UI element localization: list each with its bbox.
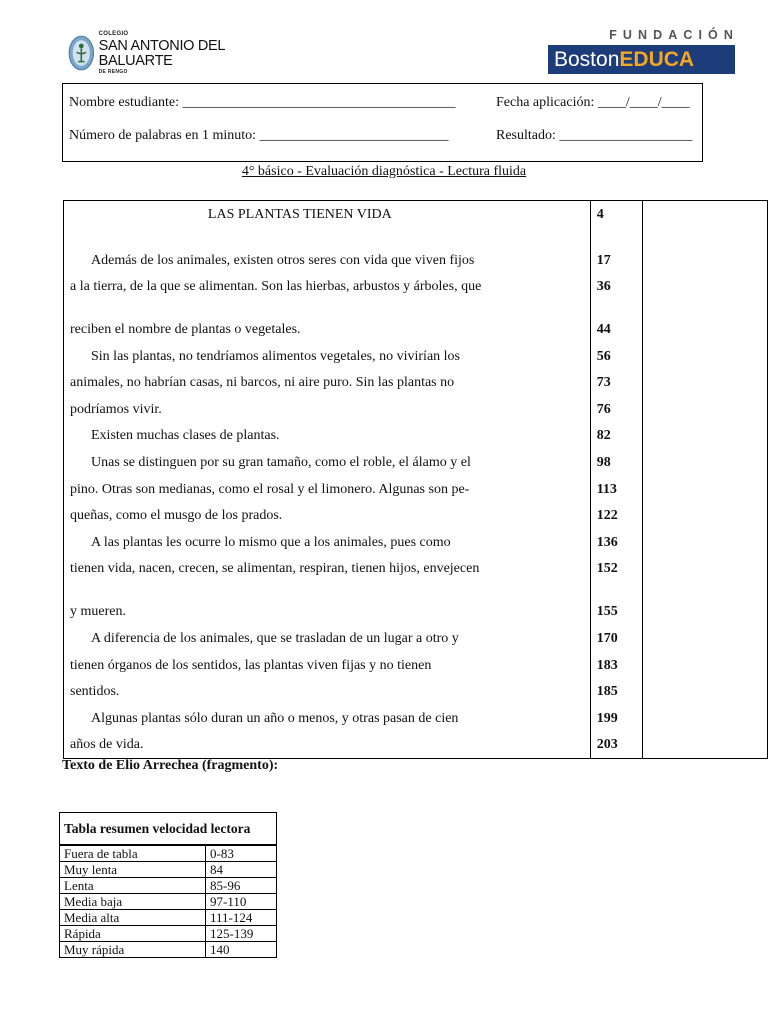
summary-label: Muy rápida (60, 942, 206, 958)
empty-cell (643, 502, 768, 529)
reading-line-count: 136 (590, 529, 643, 556)
reading-line-row (64, 316, 768, 343)
reading-line-row (64, 731, 768, 758)
reading-line-text: pino. Otras son medianas, como el rosal y el limonero. Algunas son pe- (64, 476, 591, 503)
empty-cell (643, 201, 768, 247)
summary-label: Muy lenta (60, 862, 206, 878)
reading-line-row (64, 476, 768, 503)
foundation-label: FUNDACIÓN (609, 28, 739, 42)
summary-value: 0-83 (206, 845, 277, 862)
reading-line-text: A las plantas les ocurre lo mismo que a los animales, pues como (64, 529, 591, 556)
brand-educa: EDUCA (619, 47, 695, 71)
reading-line-row (64, 652, 768, 679)
reading-line-text: Unas se distinguen por su gran tamaño, como el roble, el álamo y el (64, 449, 591, 476)
reading-line-count: 36 (590, 273, 643, 316)
reading-line-count: 122 (590, 502, 643, 529)
reading-line-text: A diferencia de los animales, que se trasladan de un lugar a otro y (64, 625, 591, 652)
reading-line-text: sentidos. (64, 678, 591, 705)
reading-line-text: animales, no habrían casas, ni barcos, ni aire puro. Sin las plantas no (64, 369, 591, 396)
reading-title: LAS PLANTAS TIENEN VIDA (64, 201, 591, 247)
empty-cell (643, 652, 768, 679)
summary-label: Media alta (60, 910, 206, 926)
reading-line-row (64, 555, 768, 598)
reading-line-count: 199 (590, 705, 643, 732)
brand-box (548, 45, 735, 74)
reading-line-count: 82 (590, 422, 643, 449)
summary-row (60, 862, 277, 878)
school-label-small: COLEGIO (98, 31, 129, 37)
empty-cell (643, 555, 768, 598)
summary-row (60, 910, 277, 926)
summary-label: Lenta (60, 878, 206, 894)
empty-cell (643, 422, 768, 449)
empty-cell (643, 476, 768, 503)
reading-line-count: 203 (590, 731, 643, 758)
reading-line-text: queñas, como el musgo de los prados. (64, 502, 591, 529)
reading-line-row (64, 449, 768, 476)
reading-line-text: años de vida. (64, 731, 591, 758)
reading-line-count: 155 (590, 598, 643, 625)
empty-cell (643, 343, 768, 370)
reading-title-count: 4 (590, 201, 643, 247)
reading-line-count: 98 (590, 449, 643, 476)
reading-line-text: Existen muchas clases de plantas. (64, 422, 591, 449)
summary-row (60, 845, 277, 862)
summary-value: 85-96 (206, 878, 277, 894)
date-field[interactable]: Fecha aplicación: ____/____/____ (496, 95, 690, 110)
summary-value: 97-110 (206, 894, 277, 910)
student-info-box (62, 83, 703, 162)
empty-cell (643, 369, 768, 396)
reading-line-text: reciben el nombre de plantas o vegetales. (64, 316, 591, 343)
school-seal-icon (68, 30, 95, 76)
reading-line-row (64, 705, 768, 732)
summary-row (60, 942, 277, 958)
reading-line-count: 170 (590, 625, 643, 652)
summary-row (60, 926, 277, 942)
reading-line-row (64, 273, 768, 316)
reading-title-row (64, 201, 768, 247)
empty-cell (643, 273, 768, 316)
reading-table (63, 200, 768, 759)
reading-line-text: Además de los animales, existen otros seres con vida que viven fijos (64, 247, 591, 274)
student-name-field[interactable]: Nombre estudiante: _______________________________________ (69, 95, 456, 110)
reading-line-text: podríamos vivir. (64, 396, 591, 423)
summary-value: 84 (206, 862, 277, 878)
summary-title: Tabla resumen velocidad lectora (60, 813, 277, 846)
reading-line-row (64, 369, 768, 396)
empty-cell (643, 529, 768, 556)
reading-line-text: a la tierra, de la que se alimentan. Son las hierbas, arbustos y árboles, que (64, 273, 591, 316)
summary-row (60, 894, 277, 910)
reading-line-row (64, 625, 768, 652)
empty-cell (643, 625, 768, 652)
document-subtitle: 4° básico - Evaluación diagnóstica - Lectura fluida (241, 164, 527, 179)
foundation-logo (548, 28, 739, 74)
empty-cell (643, 678, 768, 705)
empty-cell (643, 449, 768, 476)
reading-line-count: 44 (590, 316, 643, 343)
reading-line-count: 113 (590, 476, 643, 503)
empty-cell (643, 731, 768, 758)
reading-line-count: 73 (590, 369, 643, 396)
reading-line-row (64, 502, 768, 529)
empty-cell (643, 598, 768, 625)
reading-line-row (64, 678, 768, 705)
reading-line-text: tienen vida, nacen, crecen, se alimentan, respiran, tienen hijos, envejecen (64, 555, 591, 598)
reading-line-text: tienen órganos de los sentidos, las plantas viven fijas y no tienen (64, 652, 591, 679)
school-logo (68, 28, 258, 78)
summary-value: 125-139 (206, 926, 277, 942)
reading-line-count: 76 (590, 396, 643, 423)
summary-label: Media baja (60, 894, 206, 910)
summary-label: Fuera de tabla (60, 845, 206, 862)
reading-line-count: 152 (590, 555, 643, 598)
school-city: DE RENGO (98, 69, 128, 75)
reading-line-count: 56 (590, 343, 643, 370)
reading-line-count: 185 (590, 678, 643, 705)
reading-line-text: Algunas plantas sólo duran un año o menos, y otras pasan de cien (64, 705, 591, 732)
school-name: SAN ANTONIO DEL BALUARTE (98, 38, 225, 69)
reading-line-row (64, 396, 768, 423)
summary-value: 111-124 (206, 910, 277, 926)
summary-row (60, 878, 277, 894)
reading-line-row (64, 343, 768, 370)
reading-line-row (64, 422, 768, 449)
reading-line-row (64, 247, 768, 274)
summary-label: Rápida (60, 926, 206, 942)
result-field[interactable]: Resultado: ___________________ (496, 128, 693, 143)
empty-cell (643, 396, 768, 423)
empty-cell (643, 705, 768, 732)
reading-line-row (64, 529, 768, 556)
summary-table (59, 812, 277, 958)
brand-boston: Boston (554, 47, 620, 71)
reading-line-text: Sin las plantas, no tendríamos alimentos vegetales, no vivirían los (64, 343, 591, 370)
text-credit: Texto de Elio Arrechea (fragmento): (62, 758, 279, 773)
empty-cell (643, 316, 768, 343)
words-per-minute-field[interactable]: Número de palabras en 1 minuto: ___________________________ (69, 128, 449, 143)
empty-cell (643, 247, 768, 274)
summary-value: 140 (206, 942, 277, 958)
reading-line-text: y mueren. (64, 598, 591, 625)
reading-line-count: 183 (590, 652, 643, 679)
reading-line-count: 17 (590, 247, 643, 274)
reading-line-row (64, 598, 768, 625)
